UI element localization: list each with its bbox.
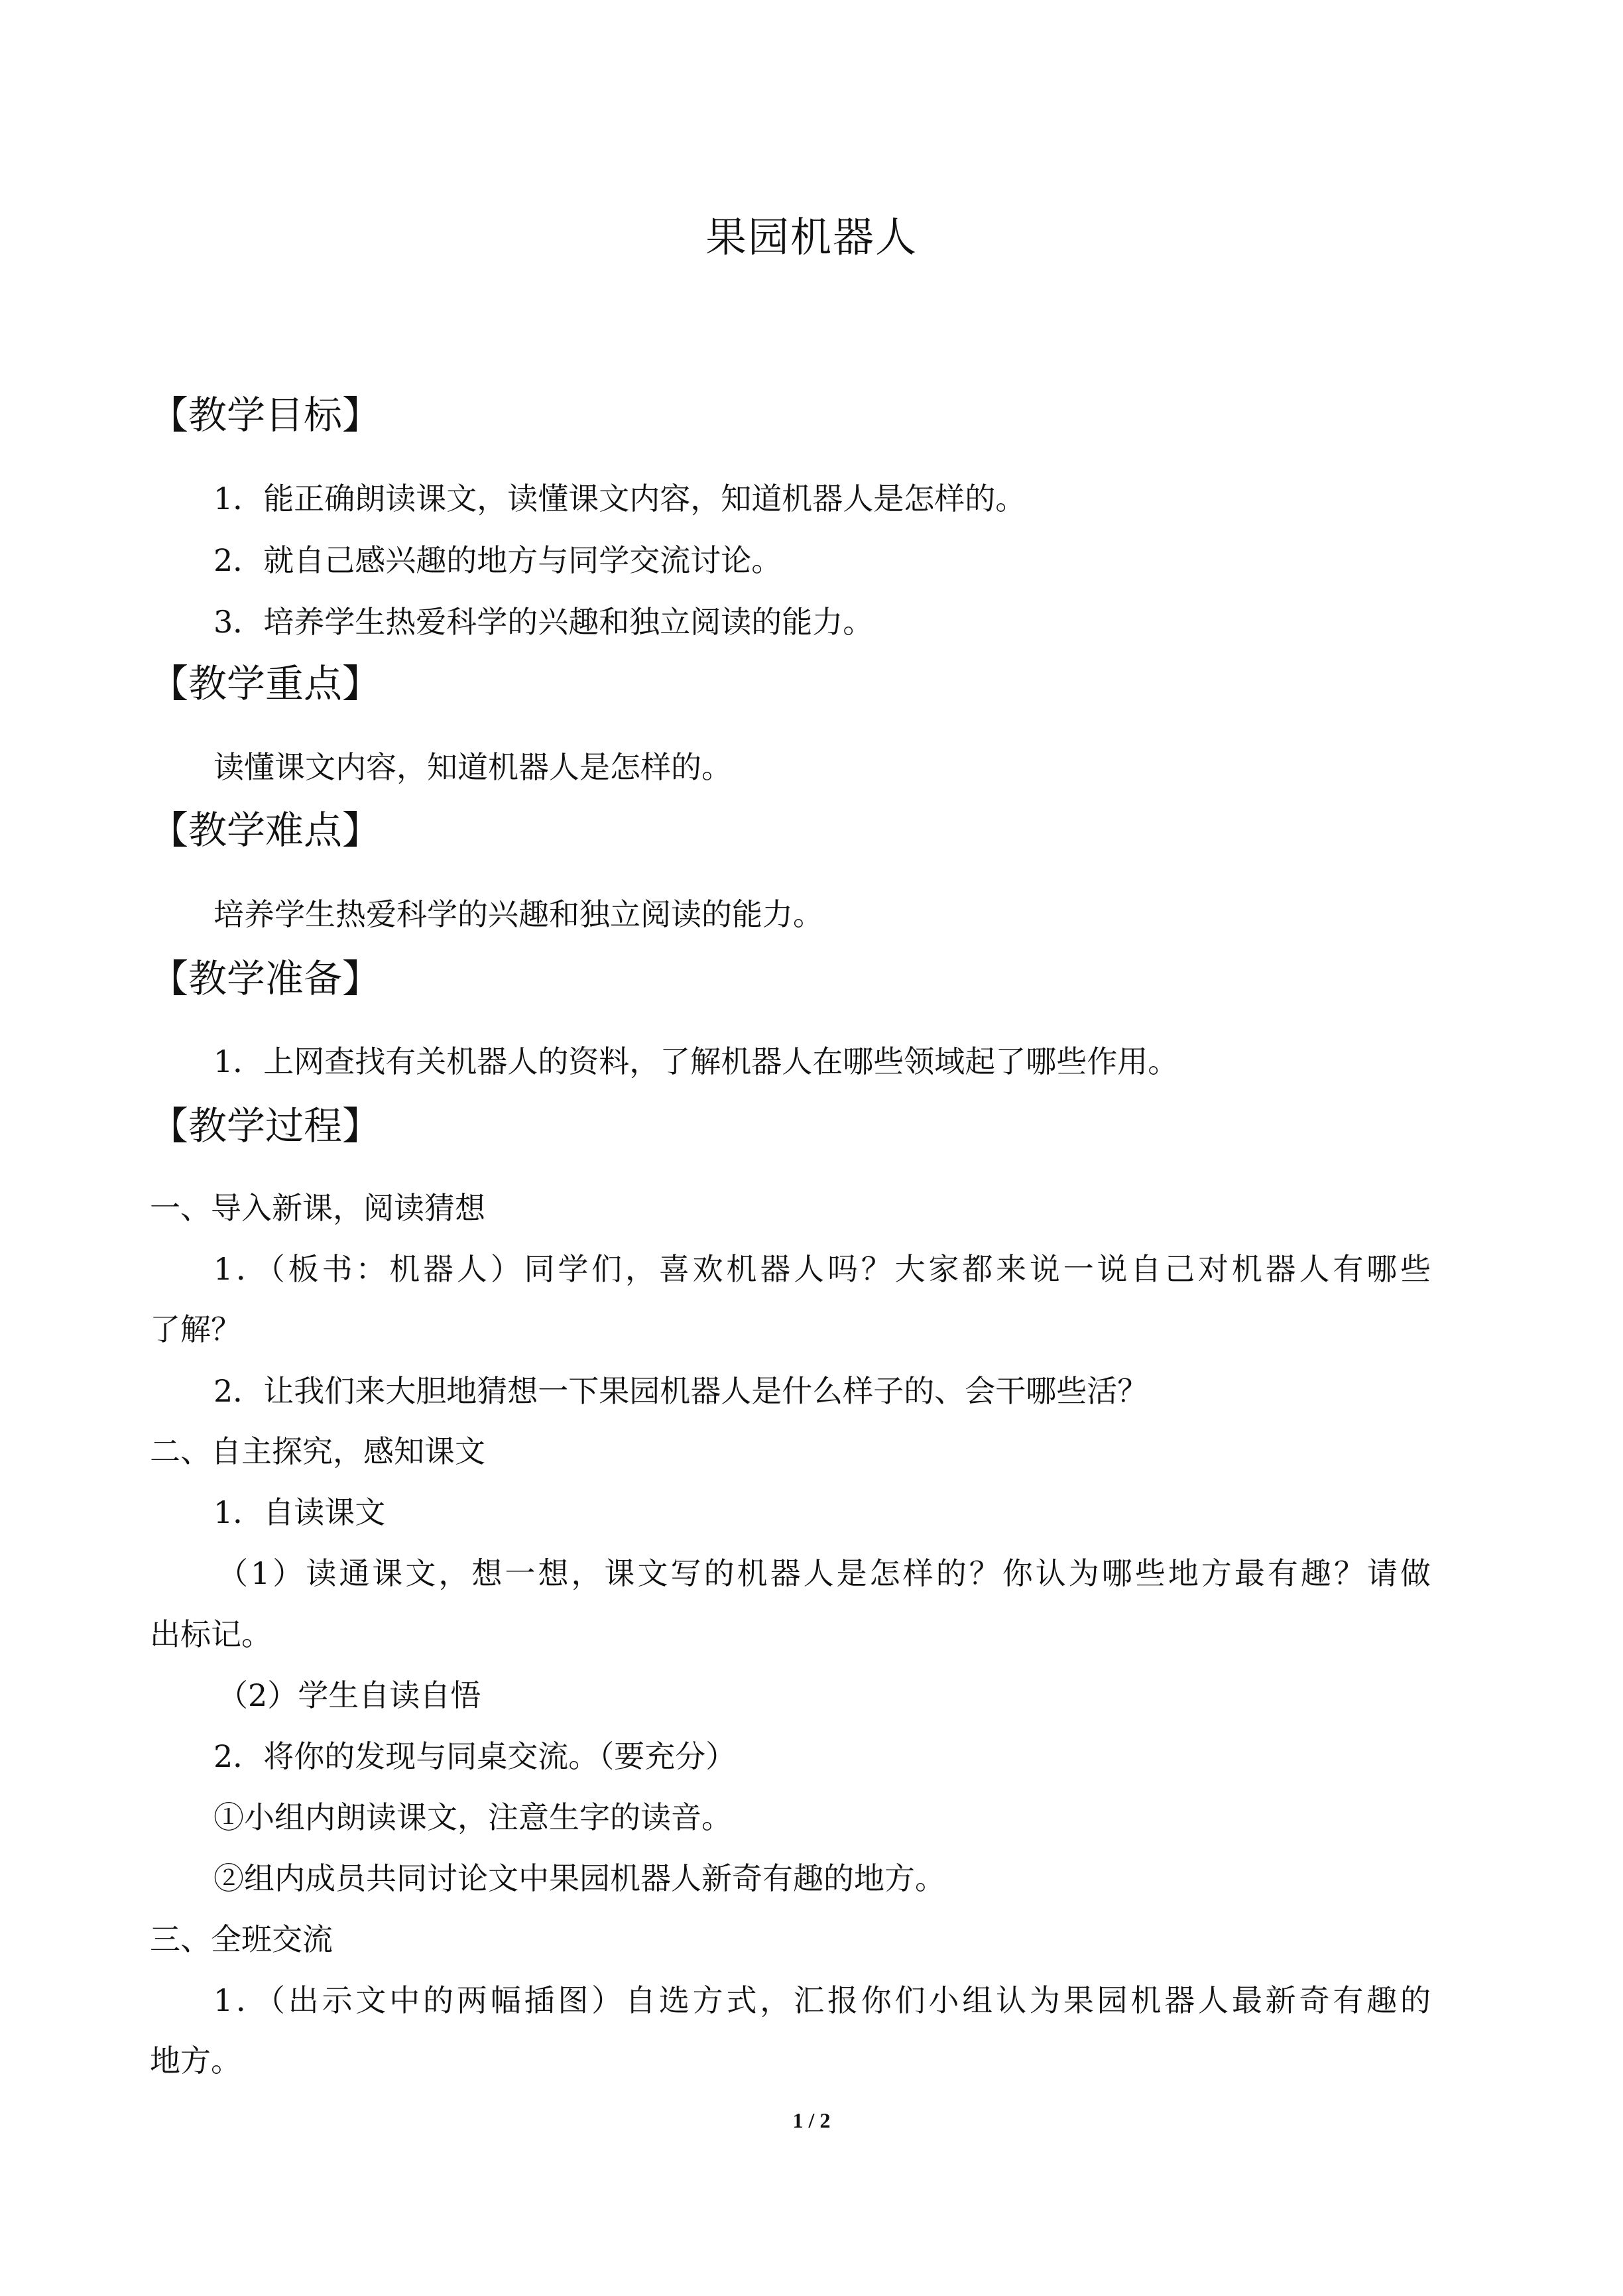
heading-key-points: 【教学重点】 <box>150 661 381 706</box>
process-part1-item1-line1: 1．（板书：机器人）同学们，喜欢机器人吗？大家都来说一说自己对机器人有哪些 <box>213 1251 1431 1287</box>
difficulties-text: 培养学生热爱科学的兴趣和独立阅读的能力。 <box>213 896 823 932</box>
process-part2-item1: 1．自读课文 <box>213 1494 386 1530</box>
process-part3-item1-line1: 1．（出示文中的两幅插图）自选方式，汇报你们小组认为果园机器人最新奇有趣的 <box>213 1982 1431 2018</box>
process-part1-item2: 2．让我们来大胆地猜想一下果园机器人是什么样子的、会干哪些活？ <box>213 1373 1148 1409</box>
objective-item-1: 1．能正确朗读课文，读懂课文内容，知道机器人是怎样的。 <box>213 481 1026 516</box>
heading-preparation: 【教学准备】 <box>150 956 381 1001</box>
process-part2-circ2: ②组内成员共同讨论文中果园机器人新奇有趣的地方。 <box>213 1860 945 1896</box>
process-part2-sub1-line1: （1）读通课文，想一想，课文写的机器人是怎样的？你认为哪些地方最有趣？请做 <box>217 1555 1431 1591</box>
process-part3-title: 三、全班交流 <box>150 1921 333 1957</box>
process-part1-title: 一、导入新课，阅读猜想 <box>150 1190 485 1226</box>
process-part2-title: 二、自主探究，感知课文 <box>150 1433 485 1469</box>
process-part3-item1-line2: 地方。 <box>150 2043 241 2079</box>
process-part2-sub1-line2: 出标记。 <box>150 1616 272 1652</box>
document-title: 果园机器人 <box>705 213 918 261</box>
preparation-item-1: 1．上网查找有关机器人的资料，了解机器人在哪些领域起了哪些作用。 <box>213 1044 1179 1079</box>
process-part2-item2: 2．将你的发现与同桌交流。（要充分） <box>213 1738 737 1774</box>
objective-item-3: 3．培养学生热爱科学的兴趣和独立阅读的能力。 <box>213 604 874 640</box>
process-part1-item1-line2: 了解？ <box>150 1311 241 1347</box>
key-points-text: 读懂课文内容，知道机器人是怎样的。 <box>213 749 732 785</box>
process-part2-circ1: ①小组内朗读课文，注意生字的读音。 <box>213 1799 732 1835</box>
page-indicator: 1 / 2 <box>792 2108 831 2132</box>
heading-difficulties: 【教学难点】 <box>150 808 381 853</box>
heading-process: 【教学过程】 <box>150 1103 381 1148</box>
objective-item-2: 2．就自己感兴趣的地方与同学交流讨论。 <box>213 542 782 578</box>
process-part2-sub2: （2）学生自读自悟 <box>217 1677 481 1713</box>
heading-objectives: 【教学目标】 <box>150 393 381 438</box>
